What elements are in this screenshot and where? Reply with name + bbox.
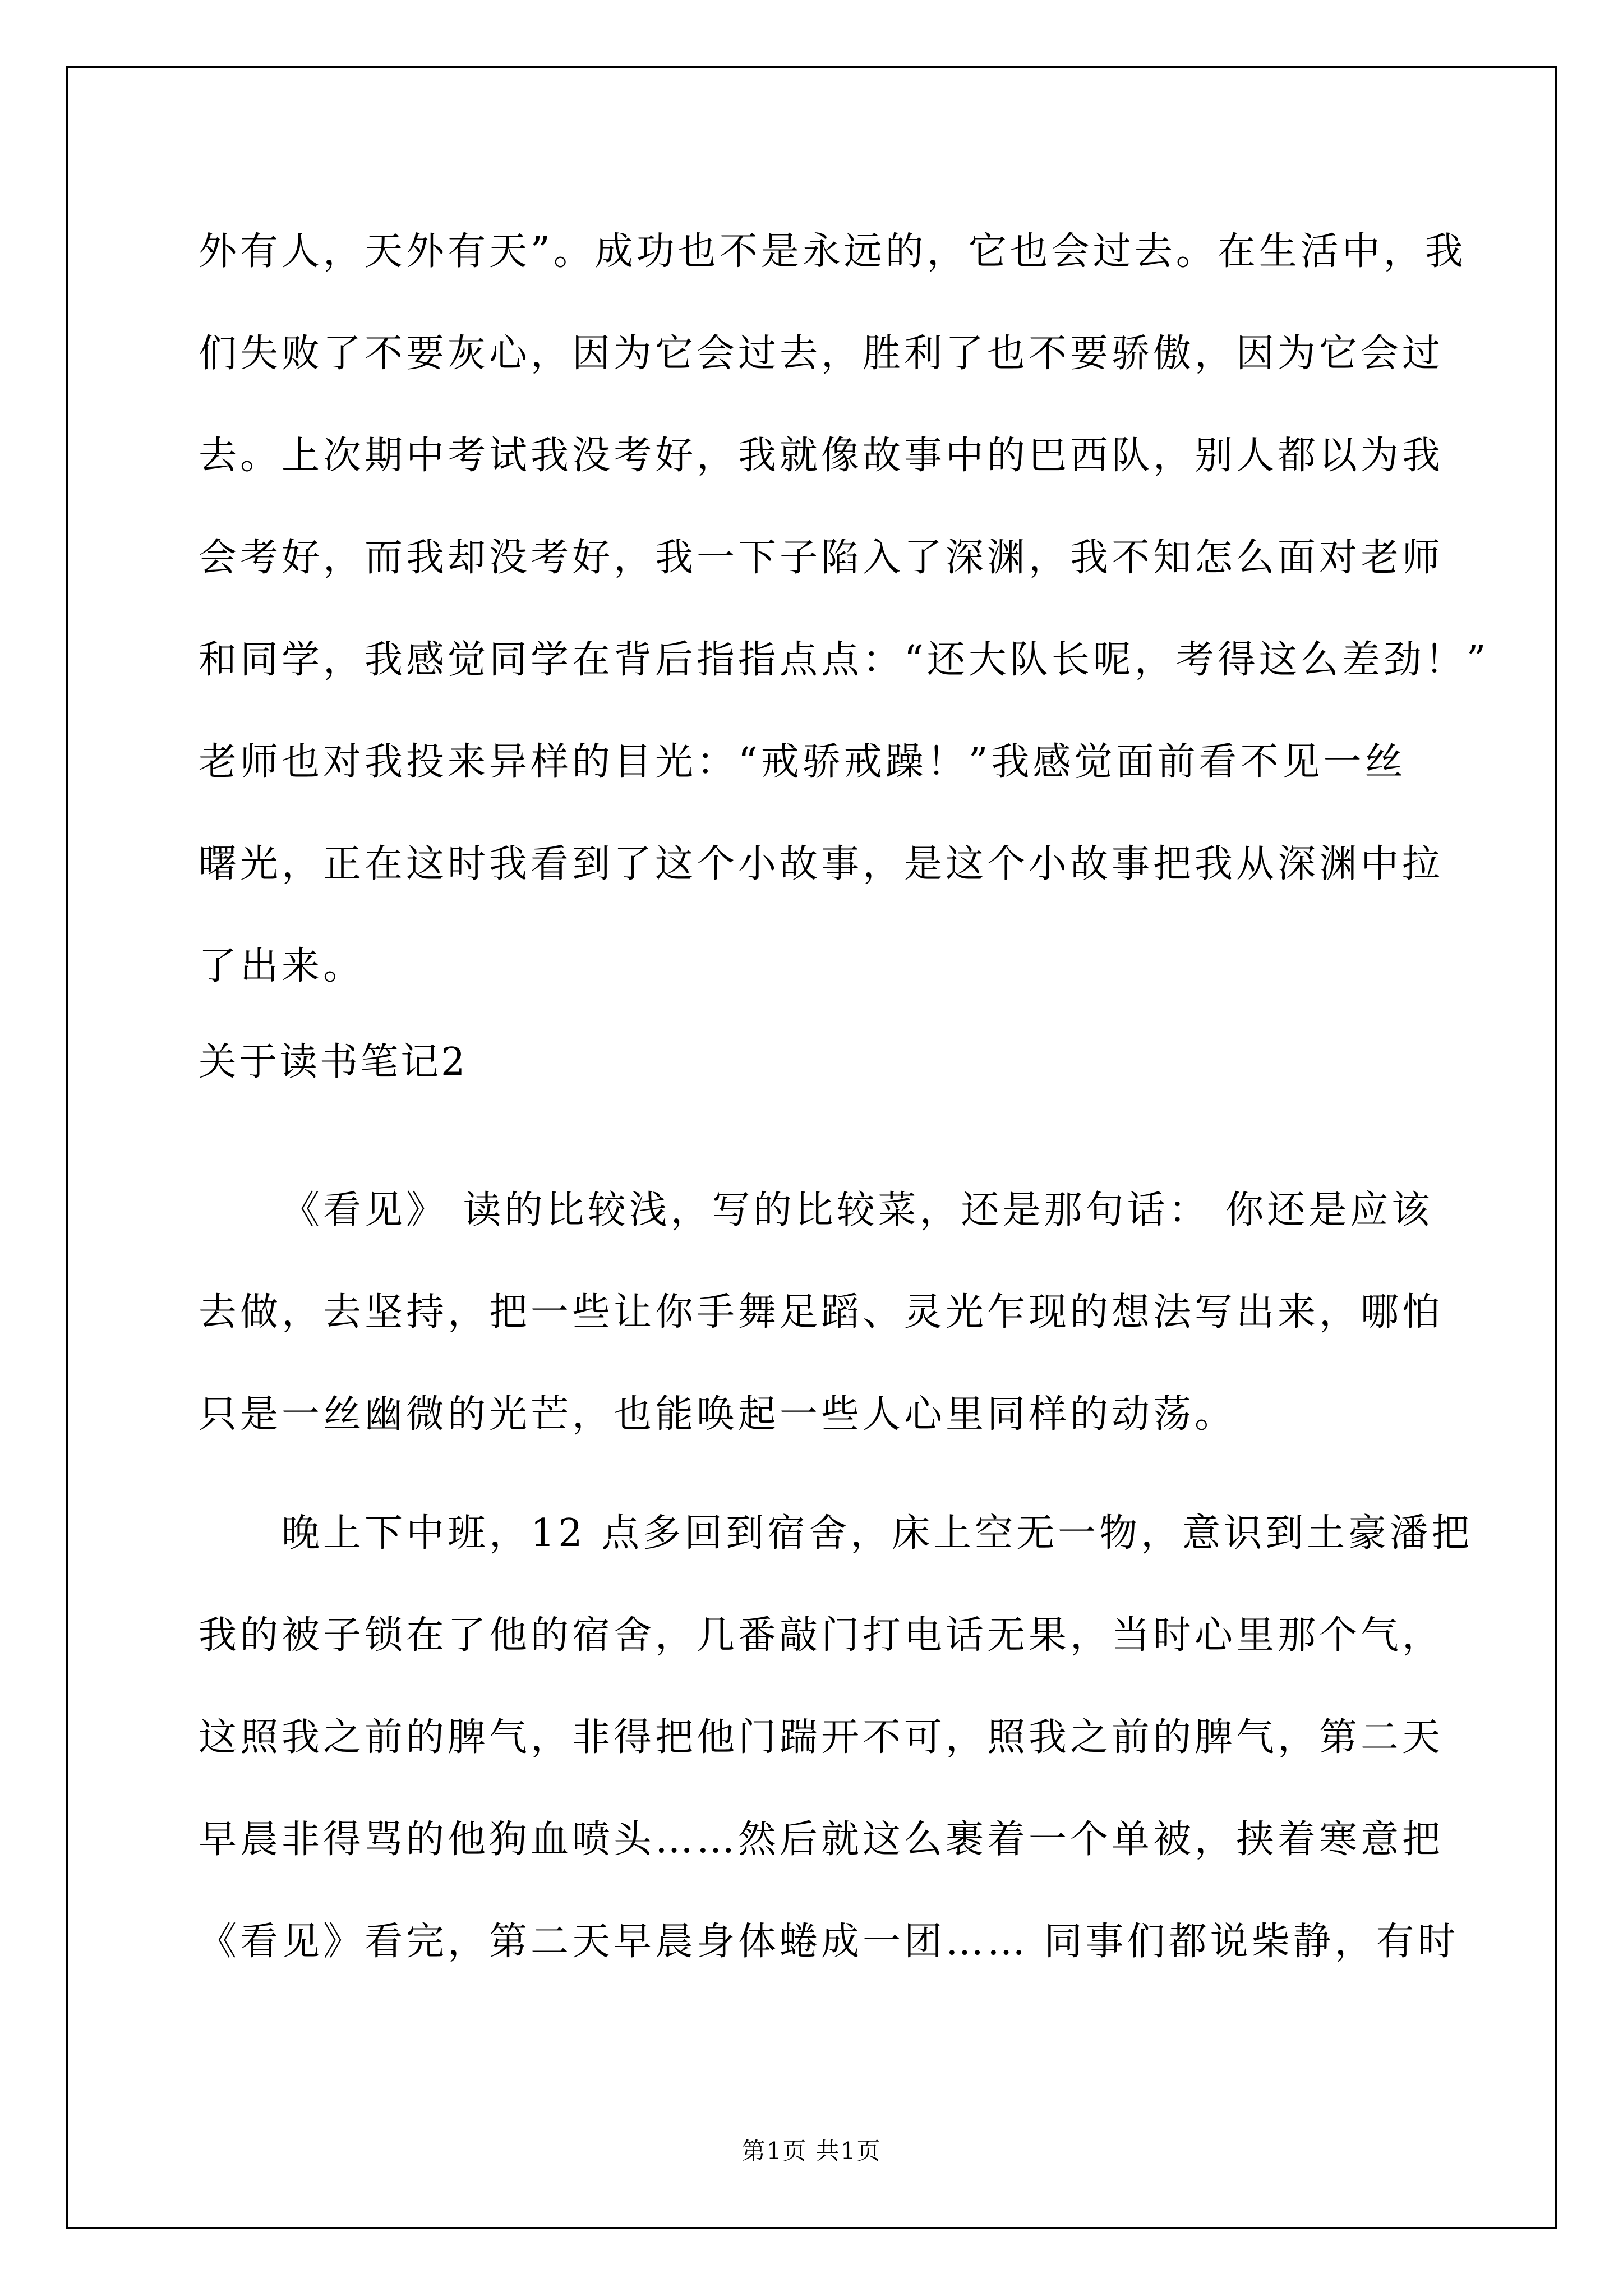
paragraph-line: 去。上次期中考试我没考好，我就像故事中的巴西队，别人都以为我 bbox=[199, 434, 1444, 478]
paragraph-line: 老师也对我投来异样的目光：“戒骄戒躁！”我感觉面前看不见一丝 bbox=[199, 740, 1407, 784]
paragraph-line: 了出来。 bbox=[199, 944, 365, 988]
paragraph-line: 《看见》看完，第二天早晨身体蜷成一团…… 同事们都说柴静，有时 bbox=[199, 1920, 1459, 1964]
paragraph-line: 曙光，正在这时我看到了这个小故事，是这个小故事把我从深渊中拉 bbox=[199, 842, 1444, 886]
page-footer: 第1页 共1页 bbox=[741, 2137, 882, 2165]
paragraph-line: 会考好，而我却没考好，我一下子陷入了深渊，我不知怎么面对老师 bbox=[199, 536, 1444, 580]
section-heading: 关于读书笔记2 bbox=[199, 1040, 468, 1084]
paragraph-line: 早晨非得骂的他狗血喷头……然后就这么裹着一个单被，挟着寒意把 bbox=[199, 1818, 1444, 1862]
page-border bbox=[66, 66, 1557, 2229]
paragraph-line: 外有人，天外有天”。成功也不是永远的，它也会过去。在生活中，我 bbox=[199, 229, 1467, 274]
paragraph-line: 只是一丝幽微的光芒，也能唤起一些人心里同样的动荡。 bbox=[199, 1392, 1237, 1437]
paragraph-line: 这照我之前的脾气，非得把他门踹开不可，照我之前的脾气，第二天 bbox=[199, 1715, 1444, 1760]
paragraph-line: 去做，去坚持，把一些让你手舞足蹈、灵光乍现的想法写出来，哪怕 bbox=[199, 1290, 1444, 1335]
paragraph-line: 我的被子锁在了他的宿舍，几番敲门打电话无果，当时心里那个气， bbox=[199, 1613, 1444, 1658]
paragraph-line: 《看见》 读的比较浅，写的比较菜，还是那句话： 你还是应该 bbox=[282, 1188, 1433, 1232]
paragraph-line: 和同学，我感觉同学在背后指指点点：“还大队长呢，考得这么差劲！” bbox=[199, 638, 1490, 682]
paragraph-line: 们失败了不要灰心，因为它会过去，胜利了也不要骄傲，因为它会过 bbox=[199, 332, 1444, 376]
paragraph-line: 晚上下中班，12 点多回到宿舍，床上空无一物，意识到土豪潘把 bbox=[282, 1511, 1473, 1556]
